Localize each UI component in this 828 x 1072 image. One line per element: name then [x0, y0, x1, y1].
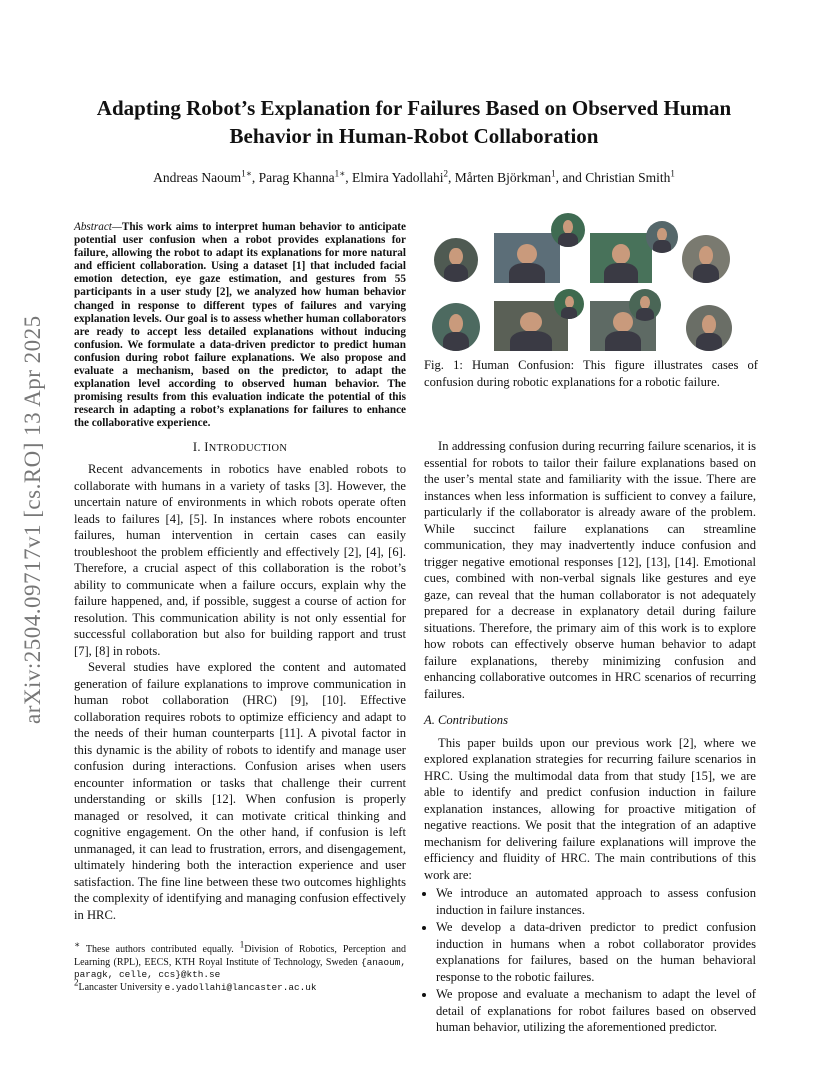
author-name: Elmira Yadollahi [352, 170, 444, 185]
participant-photo [646, 221, 678, 253]
subsection-heading-contributions: A. Contributions [424, 713, 508, 727]
paragraph: Several studies have explored the content and automated generation of failure explanations to improve communication in human robot collaboration (HRC) [9], [10]. Effective collaboration requires robots to optimize efficiency and adapt to the needs of their human counterparts [11]. A pivotal factor in this dynamic is the ability of robots to identify and manage user confusion during interactions. Confusion arises when users encounter information or tasks that challenge their current understanding or skills [12]. When confusion is properly managed or resolved, it can motivate critical thinking and cognitive engagement. On the other hand, if confusion is left unmanaged, it can lead to frustration, errors, and disengagement, ultimately hindering both the interaction experience and user satisfaction. The fine line between these two outcomes highlights the complexity of identifying and managing confusion effectively in HRC. [74, 660, 406, 922]
footnote: ∗ These authors contributed equally. $^1$Division of Robotics, Perception and Learning (RPL), EECS, KTH Royal Institute of Technology, Sweden {anaoum, paragk, celle, ccs}@kth.se $^2$Lancaster University e.yadollahi@lancaster.ac.uk [74, 939, 406, 993]
participant-photo [434, 238, 478, 282]
paper-title: Adapting Robot’s Explanation for Failures Based on Observed Human Behavior in Human-Robot Collaboration [96, 96, 732, 148]
participant-photo [432, 303, 480, 351]
section-heading-introduction: I. INTRODUCTION [192, 439, 288, 454]
figure-caption: Fig. 1: Human Confusion: This figure illustrates cases of confusion during robotic explanations for a robotic failure. [424, 358, 758, 389]
participant-photo [590, 233, 652, 283]
paragraph: This paper builds upon our previous work [2], where we explored explanation strategies for recurring failure scenarios in HRC. Using the multimodal data from that study [15], we are able to identify and predict confusion induction in failure explanation instances, allowing for proactive mitigation of negative reactions. We posit that the integration of an adaptive mechanism for delivering failure explanations will improve the efficiency and fluidity of HRC. The main contributions of this work are: [424, 735, 756, 882]
list-item: • We develop a data-driven predictor to predict confusion induction in humans when a robot collaborator provides explanations for failures, based on the human behavioral response to the robotic failures. [436, 919, 756, 985]
participant-photo [682, 235, 730, 283]
participant-photo [551, 213, 585, 247]
paragraph: In addressing confusion during recurring failure scenarios, it is essential for robots to tailor their failure explanations based on the user’s mental state and familiarity with the issue. There are instances when less information is sufficient to convey a failure, particularly if the collaborator is already aware of the problem. While succinct failure explanations can streamline communication, they may inadvertently induce confusion and trigger negative emotional responses [12], [13], [14]. Emotional cues, combined with non-verbal signals like gestures and eye gaze, can reveal that the human collaborator is not adequately prepared for a decrease in explanatory detail during failure situations. Therefore, the primary aim of this work is to explore how robots can effectively observe human behavior to adapt failure explanations, thereby minimizing confusion and enhancing collaborative outcomes in HRC scenarios of recurring failures. [424, 439, 756, 701]
abstract [74, 221, 406, 431]
figure-1-photo-collage [424, 213, 758, 353]
abstract-text: This work aims to interpret human behavior to anticipate potential user confusion when a robot provides explanations for failure, allowing the robot to adapt its explanations for more natural and efficient collaboration. Using a dataset [1] that included facial emotion detection, eye gaze estimation, and gestures from 55 participants in a user study [2], we analyzed how human behavior changed in response to different types of failures and varying explanation levels. Our goal is to assess whether human collaborators are ready to accept less detailed explanations without inducing confusion. We formulate a data-driven predictor to predict human confusion during robot failure explanations. We also propose and evaluate a mechanism, based on the predictor, to adapt the explanation level according to observed human behavior. The promising results from this evaluation indicate the potential of this research in adapting a robot’s explanations for failures to enhance the collaborative experience. [74, 221, 406, 430]
abstract-label: Abstract— [74, 221, 122, 233]
participant-photo [494, 233, 560, 283]
author-name: Mårten Björkman [454, 170, 552, 185]
author-name: Christian Smith [585, 170, 671, 185]
participant-photo [554, 289, 584, 319]
participant-photo [629, 289, 661, 321]
paragraph: Recent advancements in robotics have enabled robots to collaborate with humans in a variety of tasks [3]. However, the uncertain nature of environments in which robots operate often leads to failures [4], [5]. In instances where robots encounter failures, human intervention in certain cases can easily troubleshoot the problem efficiently and effectively [2], [4], [6]. Therefore, a crucial aspect of this collaboration is the robot’s ability to communicate when a failure occurs, explain why the failure happened, and, if possible, suggest a course of action for resolution. This communication ability is not only essential for successful collaboration but also for building rapport and trust [7], [8] in robots. [74, 462, 406, 658]
left-column [74, 221, 406, 923]
right-column [424, 438, 756, 1037]
participant-photo [686, 305, 732, 351]
author-email: e.yadollahi@lancaster.ac.uk [164, 981, 317, 993]
author-mark: 1 [670, 168, 675, 179]
author-list: Andreas Naoum$^{1∗}$, Parag Khanna$^{1∗}$, Elmira Yadollahi$^2$, Mårten Björkman$^1$, and Christian Smith$^1$ [153, 168, 675, 185]
arxiv-identifier: arXiv:2504.09717v1 [cs.RO] 13 Apr 2025 [20, 315, 45, 725]
author-mark: 1∗ [241, 168, 252, 179]
list-item: • We propose and evaluate a mechanism to adapt the level of detail of explanations for robot failures based on observed human behavior, utilizing the aforementioned predictor. [436, 986, 756, 1036]
author-name: Parag Khanna [258, 170, 335, 185]
author-mark: 1 [551, 168, 556, 179]
contributions-list [424, 885, 756, 1036]
author-emails: {anaoum, paragk, celle, ccs}@kth.se [74, 956, 406, 980]
author-mark: 2 [443, 168, 449, 179]
author-mark: 1∗ [334, 168, 346, 179]
list-item: • We introduce an automated approach to assess confusion induction in failure instances. [436, 885, 756, 918]
author-name: Andreas Naoum [153, 170, 242, 185]
